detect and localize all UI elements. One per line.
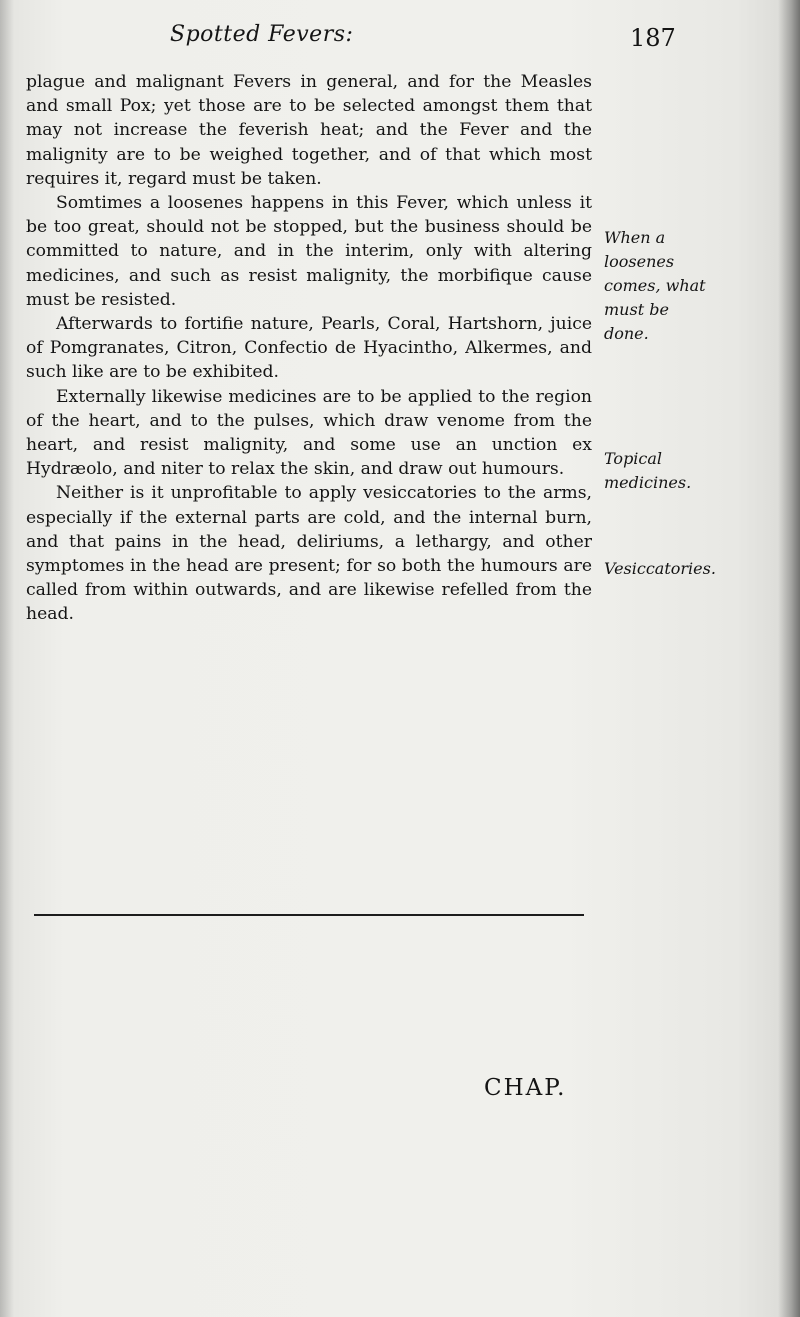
body-text — [26, 70, 592, 627]
page-shadow-left — [0, 0, 14, 1317]
paragraph-vesiccatories: Neither is it unprofitable to apply vesiccatories to the arms, especially if the external parts are cold, and the internal burn, and that pains in the head, deliriums, a lethargy, and other symptomes in the head are present; for so both the humours are called from within outwards, and are likewise refelled from the head. — [26, 483, 592, 625]
paragraph-looseness: Somtimes a loosenes happens in this Fever, which unless it be too great, should not be stopped, but the business should be committed to nature, and in the interim, only with altering medicines, and such as resist malignity, the morbifique cause must be resisted. — [26, 193, 592, 310]
horizontal-rule — [34, 914, 584, 916]
running-head: Spotted Fevers: — [170, 22, 354, 47]
paragraph-externally: Externally likewise medicines are to be applied to the region of the heart, and to the pulses, which draw venome from the heart, and resist malignity, and some use an unction ex Hydræolo, and niter to relax the skin, and draw out humours. — [26, 386, 592, 480]
paragraph-plague: plague and malignant Fevers in general, and for the Measles and small Pox; yet those are to be selected amongst them that may not increase the feverish heat; and the Fever and the malignity are to be weighed together, and of that which most requires it, regard must be taken. — [26, 72, 592, 189]
page-shadow-right — [778, 0, 800, 1317]
margin-note-topical: Topical medicines. — [604, 449, 692, 492]
catchword: CHAP. — [484, 1075, 567, 1101]
margin-note-vesiccatories: Vesiccatories. — [604, 559, 716, 578]
page-number: 187 — [630, 24, 676, 52]
margin-note-looseness: When a loosenes comes, what must be done. — [604, 228, 706, 343]
paragraph-fortifie: Afterwards to fortifie nature, Pearls, Coral, Hartshorn, juice of Pomgranates, Citron, Confectio de Hyacintho, Alkermes, and such like are to be exhibited. — [26, 314, 592, 383]
